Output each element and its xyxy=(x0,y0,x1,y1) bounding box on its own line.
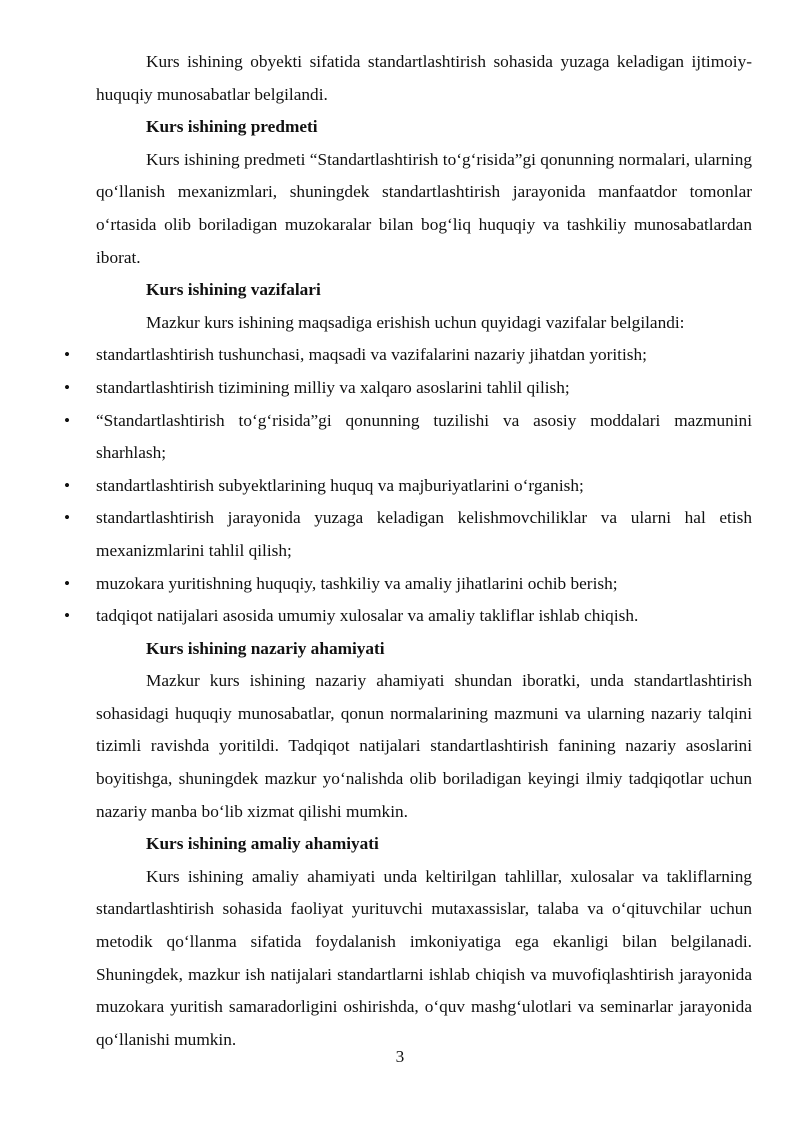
subject-paragraph: Kurs ishining predmeti “Standartlashtirish to‘g‘risida”gi qonunning normalari, ularning qo‘llanish mexanizmlari, shuningdek standartlashtirish jarayonida manfaatdor tomonlar o‘rtasida olib boriladigan muzokaralar bilan bog‘liq huquqiy va tashkiliy munosabatlardan iborat. xyxy=(96,149,752,267)
theoretical-paragraph: Mazkur kurs ishining nazariy ahamiyati shundan iboratki, unda standartlashtirish sohasidagi huquqiy munosabatlar, qonun normalarining mazmuni va ularning nazariy talqini tizimli ravishda yoritildi. Tadqiqot natijalari standartlashtirish fanining nazariy asoslarini boyitishga, shuningdek mazkur yo‘nalishda olib boriladigan keyingi ilmiy tadqiqotlar uchun nazariy manba bo‘lib xizmat qilishi mumkin. xyxy=(96,671,752,821)
bullet-icon: • xyxy=(63,410,71,430)
tasks-heading: Kurs ishining vazifalari xyxy=(146,280,321,300)
list-item xyxy=(63,405,752,470)
list-item xyxy=(63,372,752,405)
tasks-list xyxy=(63,339,752,632)
bullet-icon: • xyxy=(63,475,71,495)
bullet-icon: • xyxy=(63,573,71,593)
list-item-text: standartlashtirish jarayonida yuzaga keladigan kelishmovchiliklar va ularni hal etish mexanizmlarini tahlil qilish; xyxy=(96,508,752,560)
list-item-text: “Standartlashtirish to‘g‘risida”gi qonunning tuzilishi va asosiy moddalari mazmunini sharhlash; xyxy=(96,410,752,463)
subject-heading: Kurs ishining predmeti xyxy=(146,117,318,137)
object-paragraph: Kurs ishining obyekti sifatida standartlashtirish sohasida yuzaga keladigan ijtimoiy-huquqiy munosabatlar belgilandi. xyxy=(96,52,752,104)
list-item-text: standartlashtirish tizimining milliy va xalqaro asoslarini tahlil qilish; xyxy=(96,377,570,397)
bullet-icon: • xyxy=(63,377,71,397)
list-item-text: tadqiqot natijalari asosida umumiy xulosalar va amaliy takliflar ishlab chiqish. xyxy=(96,606,639,626)
list-item xyxy=(63,568,752,601)
list-item-text: muzokara yuritishning huquqiy, tashkiliy va amaliy jihatlarini ochib berish; xyxy=(96,573,618,593)
list-item-text: standartlashtirish subyektlarining huquq va majburiyatlarini o‘rganish; xyxy=(96,475,584,495)
tasks-lead: Mazkur kurs ishining maqsadiga erishish uchun quyidagi vazifalar belgilandi: xyxy=(146,312,685,332)
list-item xyxy=(63,600,752,633)
bullet-icon: • xyxy=(63,606,71,626)
document-page xyxy=(63,46,752,1056)
bullet-icon: • xyxy=(63,508,71,528)
list-item xyxy=(63,502,752,567)
page-number: 3 xyxy=(395,1047,405,1066)
list-item-text: standartlashtirish tushunchasi, maqsadi va vazifalarini nazariy jihatdan yoritish; xyxy=(96,345,647,365)
bullet-icon: • xyxy=(63,345,71,365)
practical-heading: Kurs ishining amaliy ahamiyati xyxy=(146,834,379,854)
list-item xyxy=(63,339,752,372)
list-item xyxy=(63,470,752,503)
practical-paragraph: Kurs ishining amaliy ahamiyati unda keltirilgan tahlillar, xulosalar va takliflarning standartlashtirish sohasida faoliyat yurituvchi mutaxassislar, talaba va o‘qituvchilar uchun metodik qo‘llanma sifatida foydalanish imkoniyatiga ega ekanligi bilan belgilanadi. Shuningdek, mazkur ish natijalari standartlarni ishlab chiqish va muvofiqlashtirish jarayonida muzokara yuritish samaradorligini oshirishda, o‘quv mashg‘ulotlari va seminarlar jarayonida qo‘llanishi mumkin. xyxy=(96,866,752,1049)
theoretical-heading: Kurs ishining nazariy ahamiyati xyxy=(146,638,385,658)
